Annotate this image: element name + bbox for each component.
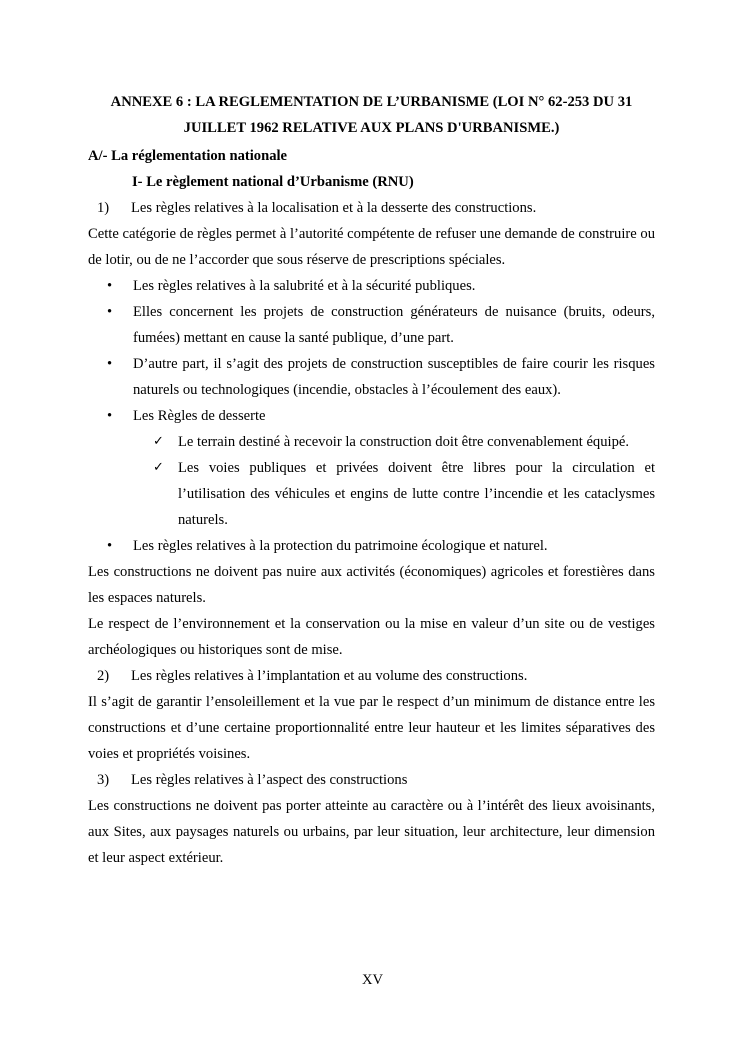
list-item-text: D’autre part, il s’agit des projets de construction susceptibles de faire courir les risques naturels ou technologiques (incendie, obstacles à l’écoulement des eaux). <box>133 356 655 398</box>
title-line-2: JUILLET 1962 RELATIVE AUX PLANS D'URBANISME.) <box>183 120 560 136</box>
paragraph: Le respect de l’environnement et la conservation ou la mise en valeur d’un site ou de vestiges archéologiques ou historiques sont de mise. <box>88 616 655 658</box>
bullet-icon: • <box>107 356 113 372</box>
numbered-rule-2 <box>88 663 655 689</box>
list-item <box>88 351 655 403</box>
list-item <box>88 533 655 559</box>
bullet-icon: • <box>107 538 113 554</box>
numbered-rule-3 <box>88 767 655 793</box>
list-item <box>88 299 655 351</box>
rule-label: Les règles relatives à l’implantation et au volume des constructions. <box>131 668 528 684</box>
check-item <box>88 455 655 533</box>
list-item <box>88 403 655 429</box>
section-heading: A/- La réglementation nationale <box>88 148 288 164</box>
bullet-icon: • <box>107 304 113 320</box>
paragraph: Cette catégorie de règles permet à l’autorité compétente de refuser une demande de construire ou de lotir, ou de ne l’accorder que sous réserve de prescriptions spéciales. <box>88 226 655 268</box>
rule-number: 3) <box>97 772 110 788</box>
check-item <box>88 429 655 455</box>
bullet-icon: • <box>107 408 113 424</box>
page-title <box>88 89 655 141</box>
page-number: XV <box>361 972 384 988</box>
bullet-icon: • <box>107 278 113 294</box>
title-line-1: ANNEXE 6 : LA REGLEMENTATION DE L’URBANISME (LOI N° 62-253 DU 31 <box>110 94 633 110</box>
rule-number: 2) <box>97 668 110 684</box>
paragraph: Les constructions ne doivent pas porter atteinte au caractère ou à l’intérêt des lieux avoisinants, aux Sites, aux paysages naturels ou urbains, par leur situation, leur architecture, leur dimension et leur aspect extérieur. <box>88 798 655 866</box>
subsection-heading: I- Le règlement national d’Urbanisme (RNU) <box>132 174 414 190</box>
paragraph: Il s’agit de garantir l’ensoleillement et la vue par le respect d’un minimum de distance entre les constructions et d’une certaine proportionnalité entre leur hauteur et les limites séparatives des voies et propriétés voisines. <box>88 694 655 762</box>
document-page <box>88 89 655 871</box>
list-item-text: Les règles relatives à la salubrité et à la sécurité publiques. <box>133 278 476 294</box>
checkmark-icon: ✓ <box>153 460 164 475</box>
rule-number: 1) <box>97 200 110 216</box>
rule-label: Les règles relatives à l’aspect des constructions <box>131 772 408 788</box>
numbered-rule-1 <box>88 195 655 221</box>
paragraph: Les constructions ne doivent pas nuire aux activités (économiques) agricoles et forestières dans les espaces naturels. <box>88 564 655 606</box>
list-item-text: Les règles relatives à la protection du patrimoine écologique et naturel. <box>133 538 548 554</box>
check-item-text: Le terrain destiné à recevoir la construction doit être convenablement équipé. <box>178 434 629 450</box>
rule-label: Les règles relatives à la localisation et à la desserte des constructions. <box>131 200 537 216</box>
checkmark-icon: ✓ <box>153 434 164 449</box>
list-item-text: Elles concernent les projets de construction générateurs de nuisance (bruits, odeurs, fumées) mettant en cause la santé publique, d’une part. <box>133 304 655 346</box>
list-item <box>88 273 655 299</box>
check-item-text: Les voies publiques et privées doivent être libres pour la circulation et l’utilisation des véhicules et engins de lutte contre l’incendie et les cataclysmes naturels. <box>178 460 655 528</box>
list-item-text: Les Règles de desserte <box>133 408 266 424</box>
